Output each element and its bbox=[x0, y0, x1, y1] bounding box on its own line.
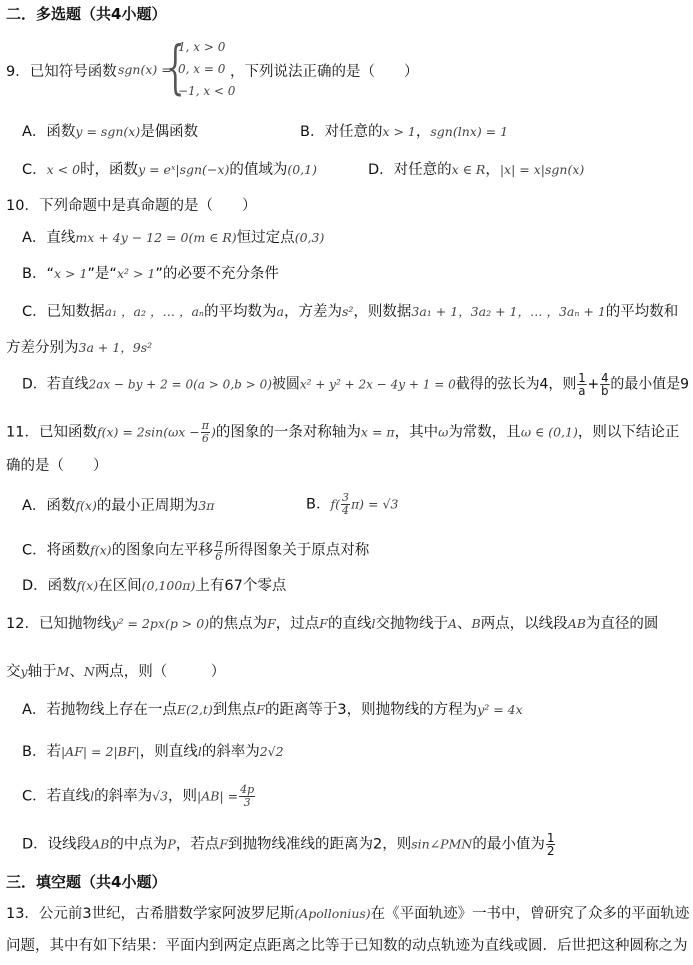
q12-s2: 的焦点为 bbox=[209, 616, 268, 632]
q10-c-m5: 3a + 1，9s² bbox=[78, 340, 153, 355]
q12-c-m1: l bbox=[90, 788, 95, 804]
q12-b-m1: |AF| = 2|BF| bbox=[60, 744, 140, 759]
q11-s3: ，其中 bbox=[394, 424, 439, 441]
q12-m7: AB bbox=[567, 616, 586, 631]
q10-d-4: 的最小值是9 bbox=[610, 376, 690, 393]
q9-option-a bbox=[22, 120, 198, 141]
q11-d-m: f(x) bbox=[76, 578, 99, 593]
q9-case-3: −1, x < 0 bbox=[178, 84, 236, 98]
q10-option-b bbox=[22, 264, 689, 284]
q11-s4: 为常数，且 bbox=[448, 424, 521, 441]
q12-s4: 的直线 bbox=[327, 616, 372, 632]
q12-b-3: 的斜率为 bbox=[201, 744, 260, 760]
q10-a-text: A．直线 bbox=[22, 230, 76, 246]
q9-c-mid: 时，函数 bbox=[80, 162, 139, 178]
q9-func: sgn(x) = bbox=[118, 62, 172, 77]
q9-d-text: D．对任意的 bbox=[368, 162, 452, 178]
q11-c-m: f(x) bbox=[90, 542, 112, 558]
q12-b-m3: 2√2 bbox=[259, 744, 284, 759]
q11-d-3: 上有67个零点 bbox=[195, 578, 287, 594]
q12-c-m2: √3 bbox=[152, 788, 169, 804]
q9-lead: 9．已知符号函数 bbox=[6, 64, 117, 80]
q11-c-frac: $\frac{\pi}{6}$ bbox=[215, 537, 223, 563]
q9-c-text: C． bbox=[22, 162, 47, 178]
section-header-multiple-choice: 二．多选题（共4小题） bbox=[6, 5, 167, 23]
q12-d-3: ，若点 bbox=[175, 836, 220, 853]
q12-b-m2: l bbox=[197, 744, 202, 759]
q12-c-2: 的斜率为 bbox=[94, 788, 153, 805]
question-11-stem bbox=[6, 420, 689, 445]
q12-option-a bbox=[22, 700, 689, 720]
q10-d-m1: 2ax − by + 2 = 0(a > 0,b > 0) bbox=[88, 376, 272, 392]
q10-a-mid: 恒过定点 bbox=[236, 230, 295, 246]
q12-d-1: D．设线段 bbox=[22, 836, 92, 853]
q12-s10: 轴于 bbox=[27, 664, 57, 680]
q10-b-3: ”的必要不充分条件 bbox=[155, 266, 279, 282]
q11-c-1: C．将函数 bbox=[22, 542, 91, 559]
q10-c-m2: a bbox=[276, 304, 284, 319]
q10-c-4: ，则数据 bbox=[353, 304, 412, 320]
q10-option-c-cont bbox=[6, 338, 689, 358]
q11-m3: ω bbox=[438, 424, 449, 440]
q11-m2: x = π bbox=[360, 424, 395, 440]
q9-b-sep: ， bbox=[415, 124, 431, 140]
q11-a-2: 的最小正周期为 bbox=[96, 498, 199, 514]
q11-a-m: f(x) bbox=[75, 498, 97, 513]
q10-d-3: 截得的弦长为4，则 bbox=[455, 376, 577, 393]
q12-a-m2: F bbox=[256, 702, 265, 717]
q12-c-3: ，则 bbox=[168, 788, 198, 805]
q10-d-2: 被圆 bbox=[271, 376, 300, 393]
q10-b-1: B．“ bbox=[22, 266, 54, 282]
q12-m4: l bbox=[371, 616, 376, 631]
q10-d-m2: x² + y² + 2x − 4y + 1 = 0 bbox=[299, 376, 456, 392]
q12-s1: 12．已知抛物线 bbox=[6, 616, 112, 632]
question-13-stem-cont: 问题，其中有如下结果：平面内到两定点距离之比等于已知数的动点轨迹为直线或圆．后世把这种圆称之为 bbox=[6, 938, 688, 954]
q10-d-frac-2: $\frac{4}{b}$ bbox=[601, 371, 609, 398]
q12-s3: ，过点 bbox=[275, 616, 320, 632]
q11-a-1: A．函数 bbox=[22, 498, 76, 514]
q12-c-frac: $\frac{4p}{3}$ bbox=[240, 783, 255, 809]
q10-c-3: ，方差为 bbox=[283, 304, 342, 320]
q10-c-m1: a₁ ，a₂ ，… ，aₙ bbox=[104, 304, 204, 319]
q10-d-1: D．若直线 bbox=[22, 376, 89, 393]
q10-option-d bbox=[22, 371, 690, 398]
q9-d-sep: ， bbox=[485, 162, 500, 178]
q12-option-d bbox=[22, 832, 689, 857]
q12-d-2: 的中点为 bbox=[109, 836, 168, 853]
q11-a-m2: 3π bbox=[198, 498, 215, 513]
q11-option-b bbox=[306, 492, 398, 517]
question-12-stem-cont bbox=[6, 662, 689, 682]
q9-tail: ，下列说法正确的是（ ） bbox=[230, 64, 419, 80]
q11-s1: 11．已知函数 bbox=[6, 424, 97, 441]
q12-d-m4: sin∠PMN bbox=[411, 836, 473, 852]
q12-option-b bbox=[22, 742, 689, 762]
q9-d-math1: x ∈ R bbox=[451, 162, 486, 177]
q10-b-m1: x > 1 bbox=[53, 266, 88, 281]
q11-d-m2: (0,100π) bbox=[141, 578, 196, 593]
q10-option-c bbox=[22, 302, 689, 322]
q9-option-d bbox=[368, 158, 584, 179]
q11-b-1: B． bbox=[306, 496, 331, 513]
q12-m9: M bbox=[56, 664, 70, 679]
q10-d-frac-1: $\frac{1}{a}$ bbox=[578, 371, 586, 398]
q11-option-c bbox=[22, 538, 689, 563]
q12-a-m3: y² = 4x bbox=[477, 702, 523, 717]
q9-c-mid2: 的值域为 bbox=[229, 162, 288, 178]
q9-a-tail: 是偶函数 bbox=[140, 124, 199, 140]
q10-c-m4: 3a₁ + 1，3a₂ + 1，… ，3aₙ + 1 bbox=[411, 304, 606, 319]
q13-m1: (Apollonius) bbox=[294, 906, 371, 921]
question-10-stem: 10．下列命题中是真命题的是（ ） bbox=[6, 198, 257, 214]
q13-s2: 在《平面轨迹》一书中，曾研究了众多的平面轨迹 bbox=[370, 906, 690, 922]
q9-option-c bbox=[22, 158, 317, 179]
q11-m1: f(x) = 2sin(ωx − bbox=[96, 424, 200, 440]
q12-m5: A bbox=[447, 616, 457, 631]
q12-c-m3: |AB| = bbox=[197, 788, 239, 804]
q10-option-a bbox=[22, 228, 689, 248]
q12-a-3: 的距离等于3，则抛物线的方程为 bbox=[264, 702, 478, 718]
q11-d-1: D．函数 bbox=[22, 578, 77, 594]
q12-b-1: B．若 bbox=[22, 744, 61, 760]
q9-c-math3: (0,1) bbox=[287, 162, 317, 177]
q12-m8: y bbox=[20, 664, 28, 679]
q10-c-6: 方差分别为 bbox=[6, 340, 79, 356]
q9-case-1: 1, x > 0 bbox=[178, 40, 226, 54]
q12-option-c bbox=[22, 784, 689, 809]
q10-a-math2: (0,3) bbox=[294, 230, 325, 245]
piecewise-brace: { bbox=[166, 33, 185, 101]
q12-m6: B bbox=[471, 616, 481, 631]
q11-option-d bbox=[22, 576, 689, 596]
q11-frac: $\frac{\pi}{6}$ bbox=[201, 419, 210, 445]
q12-d-m1: AB bbox=[91, 836, 110, 852]
q9-b-math1: x > 1 bbox=[382, 124, 416, 139]
question-13-stem bbox=[6, 904, 688, 924]
q11-b-frac: $\frac{3}{4}$ bbox=[341, 491, 349, 517]
q12-c-1: C．若直线 bbox=[22, 788, 91, 805]
q11-c-2: 的图象向左平移 bbox=[111, 542, 214, 559]
q11-b-m2: π) = √3 bbox=[350, 496, 399, 512]
q9-d-math2: |x| = x|sgn(x) bbox=[499, 162, 585, 177]
q12-d-m3: F bbox=[219, 836, 228, 852]
q10-d-plus: + bbox=[587, 376, 600, 393]
q9-b-text: B．对任意的 bbox=[300, 124, 383, 140]
q11-b-m1: f( bbox=[330, 496, 340, 512]
q9-case-2: 0, x = 0 bbox=[178, 62, 226, 76]
q11-d-2: 在区间 bbox=[98, 578, 142, 594]
q12-m10: N bbox=[83, 664, 95, 679]
q12-b-2: ，则直线 bbox=[139, 744, 198, 760]
q9-a-text: A．函数 bbox=[22, 124, 76, 140]
question-11-stem-cont: 确的是（ ） bbox=[6, 458, 108, 474]
q10-b-2: ”是“ bbox=[87, 266, 117, 282]
q12-s9: 交 bbox=[6, 664, 21, 680]
q11-m4: ω ∈ (0,1) bbox=[520, 424, 578, 440]
q12-d-5: 的最小值为 bbox=[472, 836, 545, 853]
q12-d-4: 到抛物线准线的距离为2，则 bbox=[228, 836, 412, 853]
q11-s5: ，则以下结论正 bbox=[577, 424, 680, 441]
q9-a-math: y = sgn(x) bbox=[75, 124, 141, 139]
q10-c-m3: s² bbox=[341, 304, 354, 319]
q10-c-2: 的平均数为 bbox=[204, 304, 277, 320]
question-9-stem bbox=[6, 33, 686, 102]
q12-s12: 两点，则（ ） bbox=[94, 664, 226, 680]
q11-s2: 的图象的一条对称轴为 bbox=[215, 424, 361, 441]
q12-s8: 为直径的圆 bbox=[585, 616, 659, 632]
q13-s1: 13．公元前3世纪，古希腊数学家阿波罗尼斯 bbox=[6, 906, 295, 922]
q9-option-b bbox=[300, 120, 508, 141]
q10-c-1: C．已知数据 bbox=[22, 304, 105, 320]
section-header-fill-in: 三．填空题（共4小题） bbox=[6, 873, 167, 891]
q11-m1b: ) bbox=[211, 424, 216, 440]
q12-s6: 、 bbox=[457, 616, 472, 632]
q11-c-3: 所得图象关于原点对称 bbox=[224, 542, 370, 559]
question-12-stem bbox=[6, 614, 689, 634]
q12-s7: 两点，以线段 bbox=[480, 616, 568, 632]
q9-c-math2: y = eˣ|sgn(−x) bbox=[138, 162, 230, 177]
q12-a-1: A．若抛物线上存在一点 bbox=[22, 702, 177, 718]
q12-s5: 交抛物线于 bbox=[375, 616, 448, 632]
q9-b-math2: sgn(lnx) = 1 bbox=[430, 124, 509, 139]
q10-c-5: 的平均数和 bbox=[605, 304, 679, 320]
q12-m2: F bbox=[267, 616, 276, 631]
q10-a-math: mx + 4y − 12 = 0(m ∈ R) bbox=[75, 230, 237, 245]
q9-c-math1: x < 0 bbox=[46, 162, 81, 177]
q11-option-a bbox=[22, 494, 215, 515]
q12-a-m1: E(2,t) bbox=[176, 702, 213, 717]
q12-d-frac: $\frac{1}{2}$ bbox=[546, 831, 555, 858]
q12-d-m2: P bbox=[167, 836, 176, 852]
q12-a-2: 到焦点 bbox=[212, 702, 257, 718]
q12-m1: y² = 2px(p > 0) bbox=[111, 616, 210, 631]
q12-s11: 、 bbox=[69, 664, 84, 680]
q12-m3: F bbox=[319, 616, 328, 631]
q10-b-m2: x² > 1 bbox=[116, 266, 156, 281]
